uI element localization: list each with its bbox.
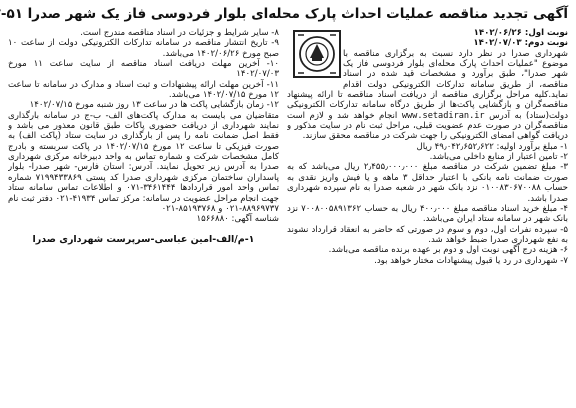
item-1: ۱- مبلغ برآورد اولیه: ۴۹٫۰۴۲٫۶۵۲٫۶۲۲ ریال [416, 141, 568, 152]
column-right [287, 28, 568, 404]
publish-first-date: نوبت اول: ۱۴۰۲/۰۶/۲۶ [473, 28, 568, 38]
municipality-logo-icon [291, 28, 343, 80]
closing-paragraph: متقاضیان می بایست به مدارک پاکت‌های الف- ب-ج در سامانه بارگذاری نمایند شهرداری از دریافت حضوری پاکات طبق قانون معذور می باشد و فقط اصل ضمانت نامه را پس از بارگذاری در سایت ستاد (پاکت الف) به صورت فیزیکی تا ساعت ۱۲ مورخ ۱۴۰۲/۰۷/۱۵ در پاکت سربسته و بادرج کامل مشخصات شرکت و شماره تماس به واحد دبیرخانه مرکزی شهرداری صدرا به آدرس زیر تحویل نمایند. آدرس: استان فارس- شهر صدرا- بلوار پاسداران ساختمان مرکزی شهرداری صدرا کد پستی ۷۱۹۹۴۳۳۸۶۹ شماره تماس واحد امور قراردادها ۳۴۶۱۴۴۴-۰۷۱ و اطلاعات تماس سامانه ستاد جهت انجام مراحل عضویت در سامانه: مرکز تماس ۴۱۹۳۴-۰۲۱ دفتر ثبت نام ۸۸۹۶۹۷۳۷-۰۲۱ و ۸۵۱۹۳۷۶۸-۰۲۱ [8, 110, 279, 214]
item-9: ۹- تاریخ انتشار مناقصه در سامانه تدارکات الکترونیکی دولت از ساعت ۱۰ صبح مورخ ۱۴۰۲/۰۶/۲۶ می‌باشد. [8, 38, 279, 59]
item-2: ۲- تامین اعتبار از منابع داخلی می‌باشد. [429, 152, 568, 163]
item-5: ۵- سپرده نفرات اول، دوم و سوم در صورتی که حاضر به انعقاد قرارداد نشوند به نفع شهرداری صدرا ضبط خواهد شد. [287, 224, 568, 245]
item-10: ۱۰- آخرین مهلت دریافت اسناد مناقصه از سایت ساعت ۱۱ مورخ ۱۴۰۲/۰۷/۰۳ [8, 59, 279, 80]
signature: ۱-م/الف-امین عباسی-سرپرست شهرداری صدرا [32, 233, 255, 245]
column-left [8, 28, 279, 404]
item-12: ۱۲- زمان بازگشایی پاکت ها در ساعت ۱۳ روز شنبه مورخ ۱۴۰۲/۰۷/۱۵ [29, 100, 279, 111]
item-4: ۴- مبلغ خرید اسناد مناقصه مبلغ ۴۰۰٫۰۰۰ ریال به حساب ۷۰۰۸۰۰۵۸۹۱۳۶۲ نزد بانک شهر در سامانه ستاد ایران می‌باشد. [287, 203, 568, 225]
ad-title: آگهی تجدید مناقصه عملیات احداث پارک محله‌ای بلوار فردوسی فاز یک شهر صدرا ۵۱- [0, 6, 568, 22]
intro-text-2: انجام خواهد شد و لازم است مناقصه‌گران در صورت عدم عضویت قبلی، مراحل ثبت نام در سایت مذکور و دریافت گواهی امضای الکترونیکی را جهت شرکت در مناقصه محقق سازند. [287, 110, 568, 142]
municipality-logo-svg [292, 29, 342, 79]
item-3: ۳- مبلغ تضمین شرکت در مناقصه مبلغ ۲٫۴۵۵٫۰۰۰٫۰۰۰ ریال می‌باشد که به صورت ضمانت نامه بانکی با اعتبار حداقل ۳ ماهه و یا فیش واریز نقدی به حساب ۰۱۰۰۸۳۰۶۷۰۰۸۸ نزد بانک شهر در شعبه صدرا به نام سپرده شهرداری صدرا باشد. [287, 162, 568, 204]
item-7: ۷- شهرداری در رد یا قبول پیشنهادات مختار خواهد بود. [374, 255, 568, 266]
ad-id: شناسه آگهی: ۱۵۶۶۸۸۰ [196, 214, 279, 225]
setad-link[interactable]: www.setadiran.ir [401, 110, 485, 121]
item-6: ۶- هزینه درج آگهی نوبت اول و دوم بر عهده برنده مناقصه می‌باشد. [328, 245, 568, 256]
item-11: ۱۱- آخرین مهلت ارائه پیشنهادات و ثبت اسناد و مدارک در سامانه تا ساعت ۱۲ مورخ ۱۴۰۲/۰۷/۱۵ می‌باشد. [8, 79, 279, 101]
intro-text-1: شهرداری صدرا در نظر دارد نسبت به برگزاری مناقصه با موضوع "عملیات احداث پارک محله‌ای بلوار فردوسی فاز یک شهر صدرا"، طبق برآورد و مشخصات قید شده در اسناد مناقصه، از طریق سامانه تدارکات الکترونیکی دولت اقدام نماید.کلیه مراحل برگزاری مناقصه از دریافت اسناد مناقصه تا ارائه پیشنهاد مناقصه‌گران و بازگشایی پاکت‌ها از طریق درگاه سامانه تدارکات الکترونیکی دولت(ستاد) به آدرس [287, 48, 568, 121]
publish-second-date: نوبت دوم: ۱۴۰۲/۰۷/۰۳ [473, 38, 568, 49]
item-8: ۸- سایر شرایط و جزئیات در اسناد مناقصه مندرج است. [80, 28, 279, 38]
